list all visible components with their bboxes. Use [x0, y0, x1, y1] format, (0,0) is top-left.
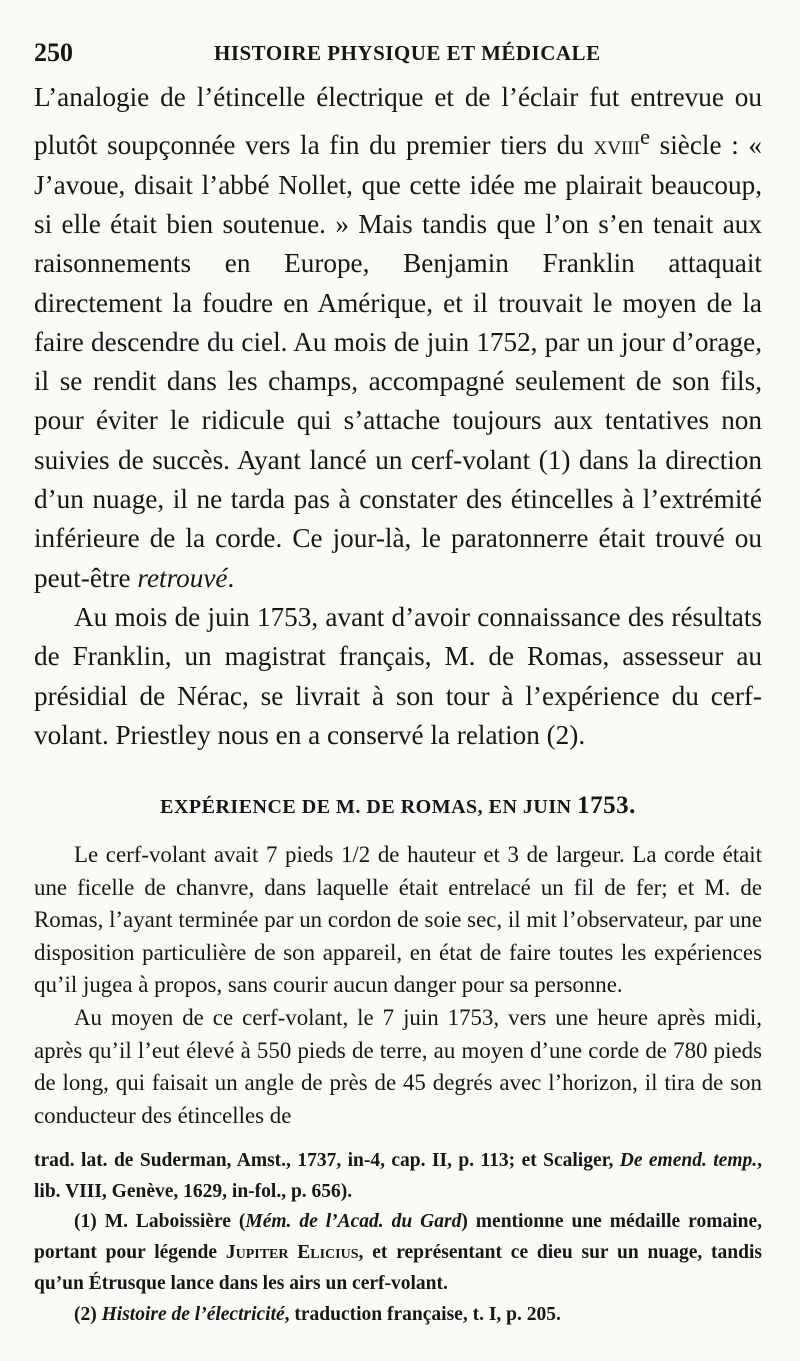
footnote-continuation-text-a: trad. lat. de Suderman, Amst., 1737, in-4, cap. II, p. 113; et Scaliger, [34, 1150, 620, 1171]
footnote-2 [34, 1300, 762, 1331]
century-numeral: xviii [593, 130, 640, 161]
quote-paragraph-2: Au moyen de ce cerf-volant, le 7 juin 1753, vers une heure après midi, après qu’il l’eut élevé à 550 pieds de terre, au moyen d’une corde de 780 pieds de long, qui faisait un angle de près de 45 degrés avec l’horizon, il tira de son conducteur des étincelles de [34, 1004, 762, 1128]
footnote-2-italic: Histoire de l’électricité [101, 1303, 285, 1325]
paragraph-2: Au mois de juin 1753, avant d’avoir connaissance des résultats de Franklin, un magistrat français, M. de Romas, assesseur au présidial de Nérac, se livrait à son tour à l’expérience du cerf-volant. Priestley nous en a conservé la relation (2). [34, 601, 762, 750]
paragraph-1-end: . [227, 562, 235, 593]
footnote-1 [34, 1207, 762, 1299]
section-heading-year: 1753. [577, 792, 636, 819]
footnote-continuation-text-b: , lib. VIII, Genève, 1629, in-fol., p. 656). [34, 1150, 762, 1202]
century-superscript: e [639, 124, 650, 150]
footnote-continuation [34, 1146, 762, 1207]
running-head: HISTOIRE PHYSIQUE ET MÉDICALE [214, 41, 601, 65]
footnote-continuation-italic: De emend. temp. [619, 1150, 758, 1171]
paragraph-1-text-b: siècle : « J’avoue, disait l’abbé Nollet, que cette idée me plairait beaucoup, si elle était bien soutenue. » Mais tandis que l’on s’en tenait aux raisonnements en Europe, Benjamin Franklin attaquait directement la foudre en Amérique, et il trouvait le moyen de la faire descendre du ciel. Au mois de juin 1752, par un jour d’orage, il se rendit dans les champs, accompagné seulement de son fils, pour éviter le ridicule qui s’attache toujours aux tentatives non suivies de succès. Ayant lancé un cerf-volant (1) dans la direction d’un nuage, il ne tarda pas à constater des étincelles à l’extrémité inférieure de la corde. Ce jour-là, le paratonnerre était trouvé ou peut-être [34, 130, 762, 593]
section-heading [34, 792, 762, 820]
footnote-2-text: , traduction française, t. I, p. 205. [284, 1303, 561, 1325]
paragraph-1-text-a: L’analogie de l’étincelle électrique et de l’éclair fut entrevue ou plutôt soupçonnée vers la fin du premier tiers du [34, 82, 762, 161]
footnote-1-text-a: ) mentionne une médaille romaine, portant pour légende [34, 1211, 762, 1264]
footnote-1-small-caps: Jupiter Elicius [225, 1242, 359, 1264]
quote-paragraph-1: Le cerf-volant avait 7 pieds 1/2 de hauteur et 3 de largeur. La corde était une ficelle de chanvre, dans laquelle était entrelacé un fil de fer; et M. de Romas, l’ayant terminée par un cordon de soie sec, il mit l’observateur, par une disposition particulière de son appareil, en état de faire toutes les expériences qu’il jugea à propos, sans courir aucun danger pour sa personne. [34, 842, 762, 998]
retrouve-italic: retrouvé [137, 562, 228, 593]
footnote-1-text-b: , et représentant ce dieu sur un nuage, tandis qu’un Étrusque lance dans les airs un cerf-volant. [34, 1242, 762, 1294]
footnote-2-marker: (2) [74, 1303, 102, 1325]
page-header [34, 38, 766, 78]
footnote-1-italic: Mém. de l’Acad. du Gard [245, 1211, 462, 1233]
footnotes [34, 1146, 762, 1330]
paragraph-1 [34, 78, 762, 598]
quoted-account [34, 839, 762, 1132]
main-text [34, 78, 762, 755]
page-number: 250 [34, 38, 73, 67]
footnote-1-marker: (1) M. Laboissière ( [74, 1211, 246, 1233]
section-heading-text: EXPÉRIENCE DE M. DE ROMAS, EN JUIN [160, 796, 572, 818]
